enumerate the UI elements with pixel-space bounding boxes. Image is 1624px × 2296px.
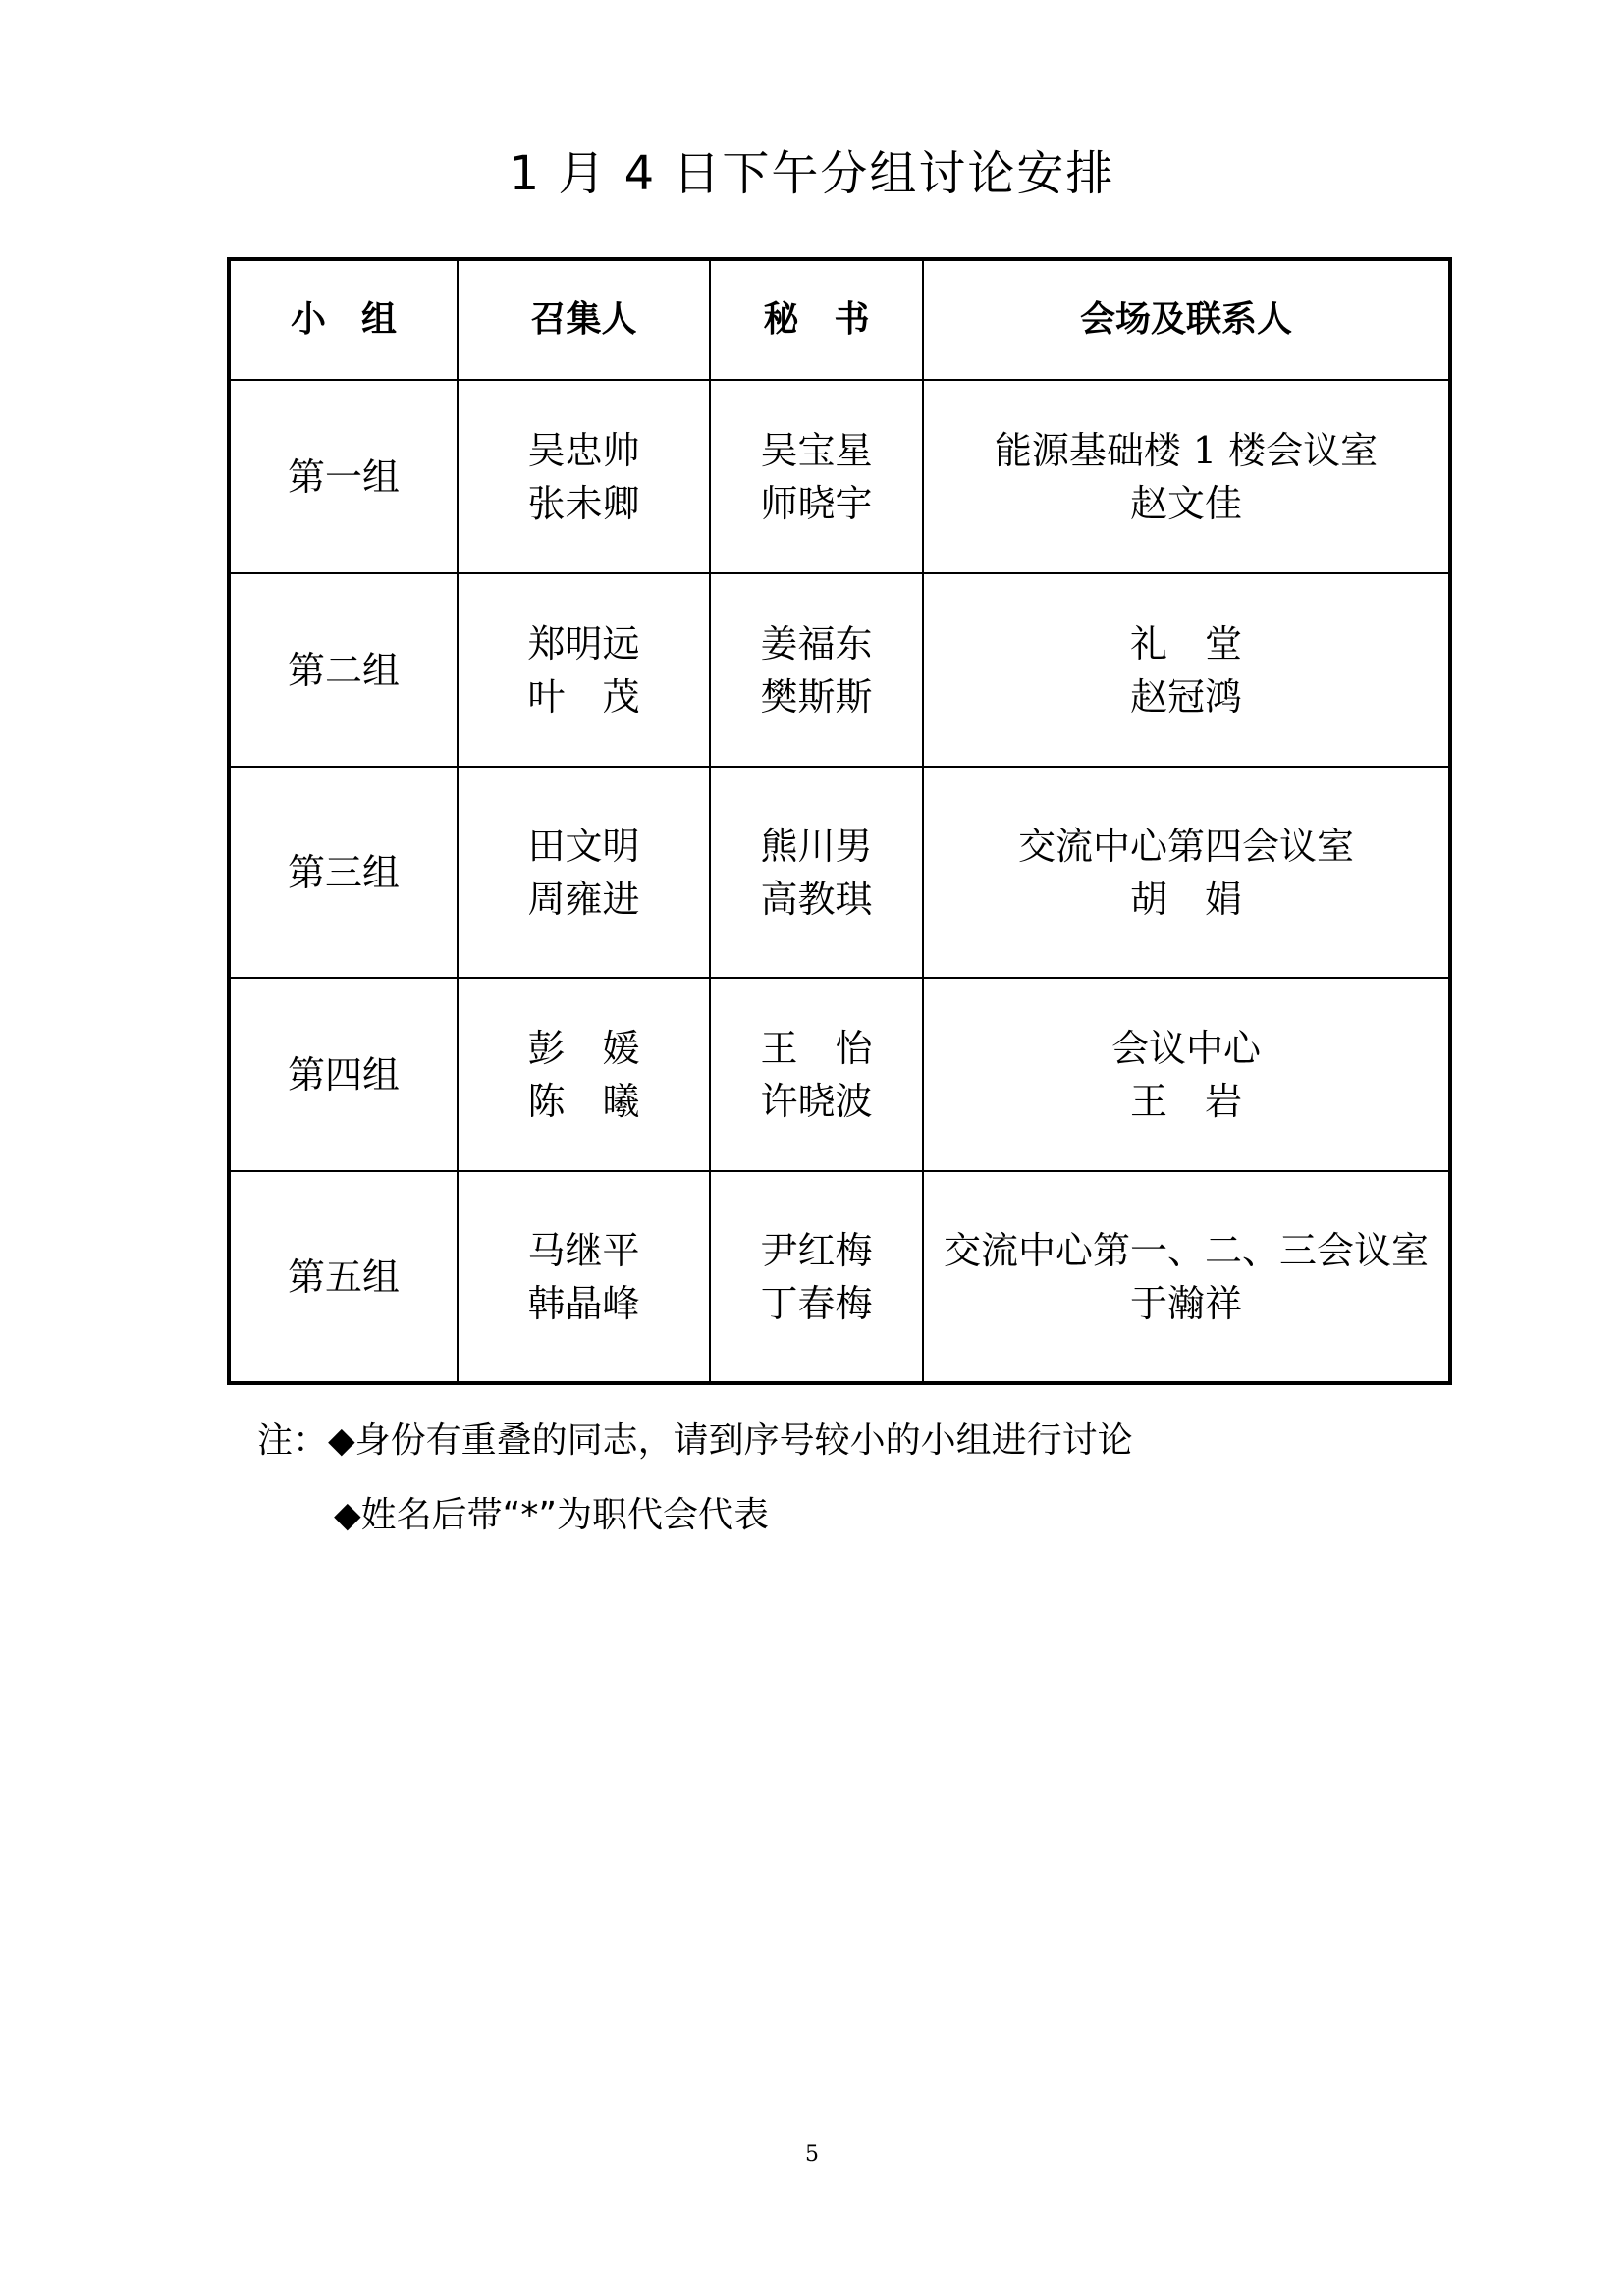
venue-cell	[923, 978, 1450, 1171]
group-name: 第二组	[287, 648, 400, 692]
convener-name: 叶 茂	[527, 674, 640, 719]
group-name: 第五组	[287, 1255, 400, 1299]
secretary-name: 高教琪	[760, 877, 873, 921]
group-cell	[229, 767, 458, 978]
secretary-name: 熊川男	[760, 824, 873, 868]
contact-name: 王 岩	[1129, 1079, 1242, 1123]
convener-name: 郑明远	[527, 621, 640, 666]
note-line: 注：◆身份有重叠的同志，请到序号较小的小组进行讨论	[257, 1420, 1133, 1461]
page-number: 5	[805, 2142, 819, 2166]
convener-name: 张未卿	[527, 481, 640, 525]
secretary-cell	[710, 573, 923, 767]
header-venue-contact: 会场及联系人	[923, 259, 1450, 380]
venue-name: 能源基础楼 1 楼会议室	[994, 428, 1379, 472]
convener-cell	[458, 767, 710, 978]
secretary-cell	[710, 1171, 923, 1383]
header-convener: 召集人	[458, 259, 710, 380]
convener-cell	[458, 380, 710, 573]
secretary-cell	[710, 380, 923, 573]
group-cell	[229, 573, 458, 767]
secretary-name: 姜福东	[760, 621, 873, 666]
venue-name: 会议中心	[1110, 1026, 1261, 1070]
table-row	[229, 1171, 1450, 1383]
convener-name: 韩晶峰	[527, 1281, 640, 1325]
secretary-cell	[710, 767, 923, 978]
contact-name: 于瀚祥	[1129, 1281, 1242, 1325]
group-name: 第四组	[287, 1052, 400, 1096]
secretary-name: 许晓波	[760, 1079, 873, 1123]
header-secretary: 秘 书	[710, 259, 923, 380]
table-row	[229, 978, 1450, 1171]
convener-cell	[458, 573, 710, 767]
contact-name: 赵冠鸿	[1129, 674, 1242, 719]
group-cell	[229, 1171, 458, 1383]
convener-cell	[458, 978, 710, 1171]
venue-cell	[923, 767, 1450, 978]
convener-name: 周雍进	[527, 877, 640, 921]
convener-name: 田文明	[527, 824, 640, 868]
group-cell	[229, 978, 458, 1171]
table-header-row	[229, 259, 1450, 380]
venue-cell	[923, 1171, 1450, 1383]
convener-name: 马继平	[527, 1228, 640, 1272]
table-row	[229, 573, 1450, 767]
page-title: 1 月 4 日下午分组讨论安排	[509, 146, 1115, 201]
group-cell	[229, 380, 458, 573]
contact-name: 赵文佳	[1129, 481, 1242, 525]
note-line: ◆姓名后带“*”为职代会代表	[334, 1495, 769, 1535]
secretary-name: 王 怡	[760, 1026, 873, 1070]
secretary-name: 丁春梅	[760, 1281, 873, 1325]
convener-cell	[458, 1171, 710, 1383]
venue-name: 礼 堂	[1129, 621, 1242, 666]
group-name: 第一组	[287, 454, 400, 499]
secretary-name: 师晓宇	[760, 481, 873, 525]
secretary-name: 樊斯斯	[760, 674, 873, 719]
convener-name: 陈 曦	[527, 1079, 640, 1123]
secretary-name: 尹红梅	[760, 1228, 873, 1272]
venue-cell	[923, 573, 1450, 767]
venue-name: 交流中心第一、二、三会议室	[943, 1228, 1429, 1272]
venue-name: 交流中心第四会议室	[1017, 824, 1354, 868]
discussion-schedule-table	[227, 257, 1452, 1385]
secretary-name: 吴宝星	[760, 428, 873, 472]
table-row	[229, 380, 1450, 573]
table-row	[229, 767, 1450, 978]
contact-name: 胡 娟	[1129, 877, 1242, 921]
notes	[257, 1404, 1133, 1553]
convener-name: 彭 媛	[527, 1026, 640, 1070]
group-name: 第三组	[287, 850, 400, 894]
venue-cell	[923, 380, 1450, 573]
convener-name: 吴忠帅	[527, 428, 640, 472]
header-group: 小 组	[229, 259, 458, 380]
secretary-cell	[710, 978, 923, 1171]
